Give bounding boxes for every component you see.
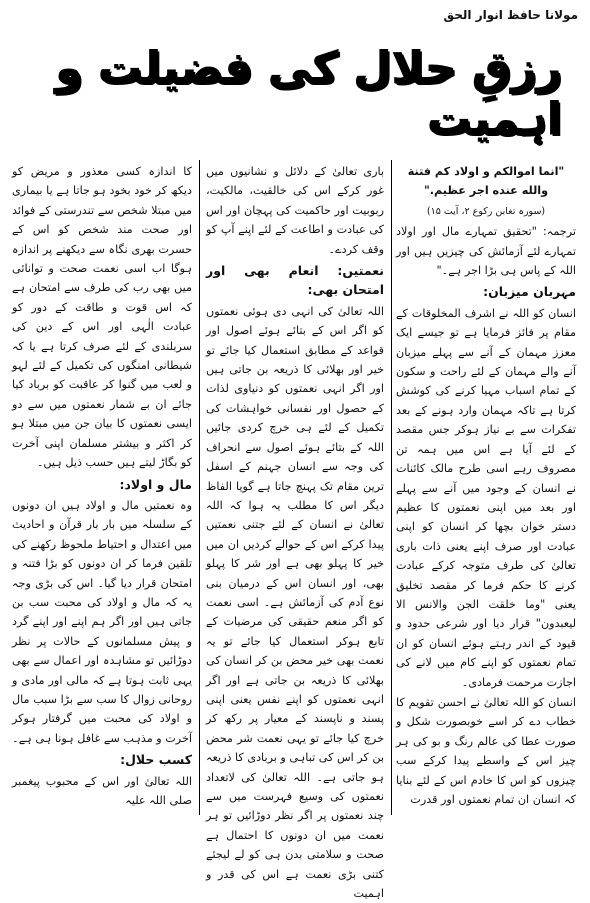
- section-heading: مہربان میزبان:: [483, 284, 576, 300]
- column-divider: [391, 160, 392, 815]
- column-middle: [206, 162, 384, 901]
- section-heading: نعمتیں: انعام بھی اور امتحان بھی:: [206, 263, 384, 298]
- paragraph: انسان کو اللہ تعالیٰ نے احسن تقویم کا خطاب دے کر اسے خوبصورت شکل و صورت عطا کی عالم رنگ و بو کی ہر چیز اس کے واسطے پیدا کرکے سب چیزوں کو اس کا خادم اس کے لئے بنایا کہ انسان ان تمام نعمتوں اور قدرت: [396, 695, 576, 806]
- quran-verse: "انما اموالکم و اولاد کم فتنة والله عنده اجر عظیم.": [407, 165, 565, 198]
- verse-reference: (سورہ تغابن رکوع ۲، آیت ۱۵): [426, 205, 546, 217]
- author-name: مولانا حافظ انوار الحق: [443, 8, 578, 22]
- column-left: [12, 162, 192, 817]
- column-divider: [199, 160, 200, 815]
- title-banner: [28, 43, 562, 145]
- paragraph: ترجمہ: "تحقیق تمہارے مال اور اولاد تمہارے لئے آزمائش کی چیزیں ہیں اور اللہ کے پاس ہی بڑا اجر ہے۔": [396, 225, 576, 278]
- paragraph: انسان کو اللہ نے اشرف المخلوقات کے مقام پر فائز فرمایا ہے تو جیسے ایک معزز مہمان کے آنے سے پہلے میزبان آنے والے مہمان کے لئے راحت و سکون کے تمام اسباب مہیا کرنے کی کوشش کرتا ہے تاکہ مہمان وارد ہونے کے بعد تفکرات سے بے نیاز ہوکر جس مقصد کے لئے آیا ہے اس میں ہمہ تن مصروف رہے اسی طرح مالک کائنات نے انسان کے وجود میں آنے سے پہلے اور بعد میں اپنی نعمتوں کا عظیم دستر خوان بچھا کر انسان کو اپنی عبادت اور صرف اپنے یعنی ذات باری تعالیٰ کی طرف متوجہ کرکے عبادت کرنے کا حکم فرما کر مقصد تخلیق یعنی "وما خلقت الجن والانس الا لیعبدون" قرار دیا اور شرعی حدود و قیود کے اندر رہتے ہوئے انسان کو ان تمام نعمتوں کو اپنے کام میں لانے کی اجازت مرحمت فرمادی۔: [396, 306, 576, 689]
- paragraph: اللہ تعالیٰ اور اس کے محبوب پیغمبر صلی اللہ علیہ: [12, 774, 192, 807]
- section-heading: کسب حلال:: [120, 752, 192, 768]
- paragraph: اللہ تعالیٰ کی انہی دی ہوئی نعمتوں کو اگر اس کے بتائے ہوئے اصول اور قواعد کے مطابق استعمال کیا جائے تو خیر اور بھلائی کا ذریعہ بن جاتی ہیں اور اگر انہی نعمتوں کو دنیاوی لذات کے حصول اور نفسانی خواہشات کی تکمیل کے لئے ہی خرچ کردی جائیں اللہ کے بتائے ہوئے اصول سے انحراف کی وجہ سے انسان جہنم کے اسفل ترین مقام تک پہنچ جاتا ہے گویا الفاظ دیگر اس کا مطلب یہ ہوا کہ اللہ تعالیٰ نے انسان کے لئے جتنی نعمتیں پیدا کرکے اس کے حوالے کردیں ان میں خیر کا پہلو بھی ہے اور شر کا پہلو بھی، اور انسان اس کے درمیان بنی نوع آدم کی آزمائش ہے۔ اسی نعمت کو اگر منعم حقیقی کی مرضیات کے تابع ہوکر استعمال کیا جائے تو یہ نعمت بھی خیر محض بن کر انسان کی بھلائی کا ذریعہ بن جاتی ہے اور اگر انہی نعمتوں کو اپنے نفس یعنی اپنی پسند و ناپسند کے معیار پر رکھ کر خرچ کیا جائے تو یہی نعمت شر محض بن کر اس کی تباہی و بربادی کا ذریعہ ہو جاتی ہے۔ اللہ تعالیٰ کی لاتعداد نعمتوں کی وسیع فہرست میں سے چند نعمتوں پر اگر نظر دوڑائیں تو ہر نعمت میں ان دونوں کا احتمال ہے صحت و سلامتی بدن ہی کو لے لیجئے کتنی بڑی نعمت ہے اس کی قدر و اہمیت: [206, 304, 384, 901]
- section-heading: مال و اولاد:: [119, 476, 192, 492]
- paragraph: باری تعالیٰ کے دلائل و نشانیوں میں غور کرکے اس کی خالقیت، مالکیت، ربوبیت اور حاکمیت کی پہچان اور اس کی عبادت و اطاعت کے لئے اپنے آپ کو وقف کردے۔: [206, 165, 384, 256]
- article-title: رزقِ حلال کی فضیلت و اہمیت: [55, 43, 562, 145]
- paragraph: وہ نعمتیں مال و اولاد ہیں ان دونوں کے سلسلہ میں بار بار قرآن و احادیث میں اعتدال و احتیاط ملحوظ رکھنے کی تلقین فرما کر ان دونوں کو بڑا فتنہ و امتحان قرار دیا گیا۔ اس کی بڑی وجہ یہ کہ مال و اولاد کی محبت سب بن جاتی ہیں اور اگر ہم اپنے اور اپنے گرد و پیش مسلمانوں کے حالات پر نظر دوڑائیں تو مشاہدہ اور اعمال سے بھی یہی ثابت ہوتا ہے کہ مالی اور مادی و روحانی زوال کا سب سے بڑا سبب مال و اولاد کی محبت میں گرفتار ہوکر آخرت و مذہب سے غافل ہونا ہی ہے۔: [12, 498, 192, 745]
- column-right: [396, 162, 576, 817]
- paragraph: کا اندازہ کسی معذور و مریض کو دیکھ کر خود بخود ہو جاتا ہے یا بیماری میں مبتلا شخص سے تندرستی کے فوائد اور صحت مند شخص کو اس کے حسرت بھری نگاہ سے دیکھنے پر اندازہ ہوگا اب اسی نعمت صحت و توانائی میں بھی رب کی طرف سے امتحان ہے کہ اس قوت و طاقت کے دور کو عبادت الٰہی اور اس کے دین کی سربلندی کے لئے صرف کرتا ہے یا کہ شیطانی امنگوں کی تکمیل کے لئے لہو و لعب میں گنوا کر عاقبت کو برباد کیا جائے ان بے شمار نعمتوں میں سے دو ایسی نعمتوں کا بیان جن میں مبتلا ہو کر اکثر و بیشتر مسلمان اپنی آخرت کو بگاڑ لیتے ہیں حسب ذیل ہیں۔: [12, 165, 192, 470]
